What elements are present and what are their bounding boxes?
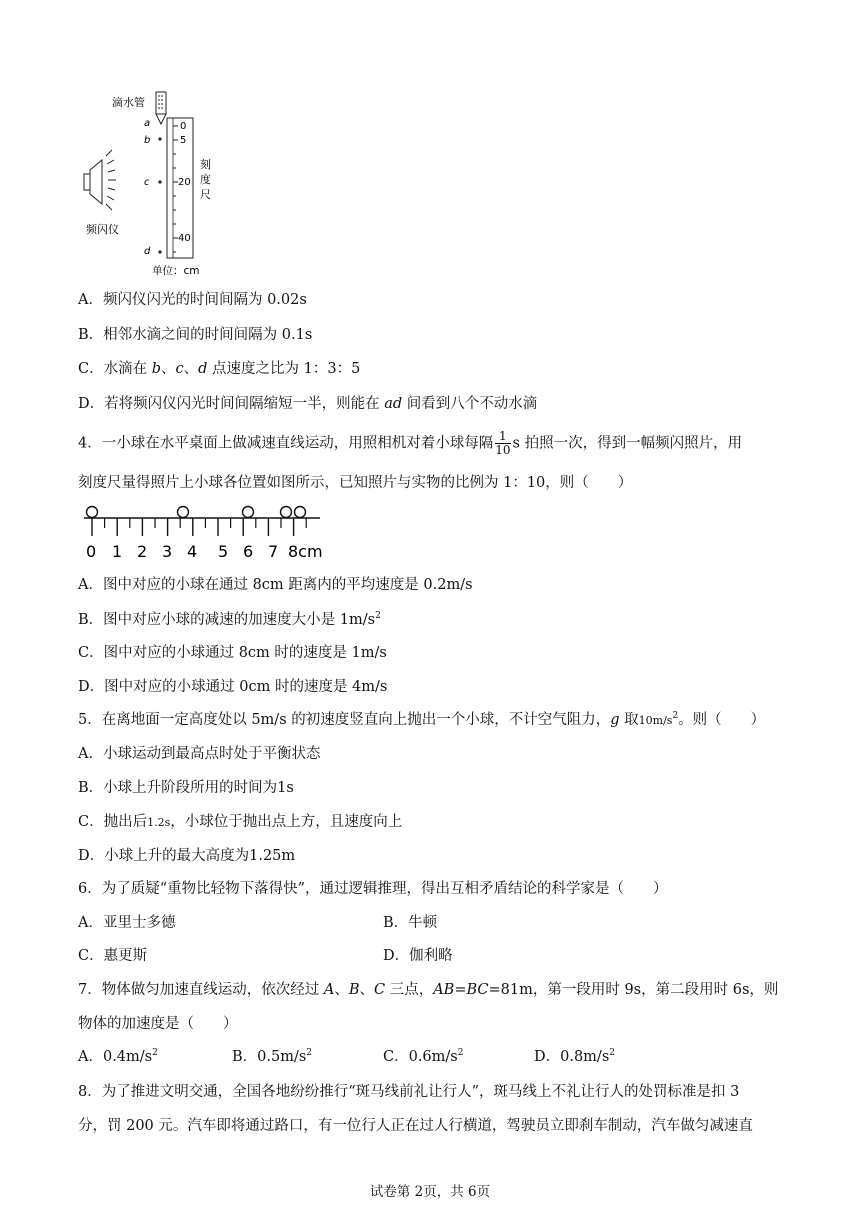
water-drop-b [158,137,161,140]
q3-c-sep2: 、 [183,361,199,377]
q8-stem-line1: 8．为了推进文明交通，全国各地纷纷推行“斑马线前礼让行人”，斑马线上不礼让行人的处罚标准是扣 3 [78,1084,740,1100]
q7-eq: AB=BC [433,982,489,998]
q7-mid: 三点， [385,982,434,998]
q6-option-a: A．亚里士多德 [78,915,176,931]
q7-option-c [383,1047,463,1067]
q7-b-sup: 2 [306,1048,313,1058]
q7-post: =81m，第一段用时 9s，第二段用时 6s，则 [488,982,779,998]
q5-stem-post: 。则（ ） [678,712,766,728]
q3-c-c: c [175,361,184,377]
dropper-label: 滴水管 [112,96,145,109]
ruler-tick-0: 0 [180,121,187,132]
water-drop-c [158,180,161,183]
q5-c-pre: C．抛出后 [78,814,148,830]
point-b-label: b [144,135,151,146]
q7-sep1: 、 [334,982,349,998]
ruler-num-3: 3 [162,542,173,561]
q5-option-c [78,812,402,833]
ruler-num-6: 6 [243,542,254,561]
ruler-ticks [92,518,306,536]
q7-option-b [232,1047,312,1067]
q5-option-d: D．小球上升的最大高度为1.25m [78,848,296,864]
ball-6 [243,507,254,518]
q3-d-post: 间看到八个不动水滴 [402,396,538,412]
ruler-label-3: 尺 [200,188,211,201]
q3-c-sep1: 、 [161,361,176,377]
q7-option-d [534,1047,615,1067]
q5-stem-sup: 2 [672,711,679,721]
q7-pt-c: C [373,982,386,998]
q4-option-d: D．图中对应的小球通过 0cm 时的速度是 4m/s [78,679,388,695]
ruler-num-1: 1 [112,542,123,561]
q4-stem-pre: 4．一小球在水平桌面上做减速直线运动，用照相机对着小球每隔 [78,435,494,452]
q3-c-b: b [151,361,162,377]
page-footer: 试卷第 2页，共 6页 [369,1184,491,1200]
q7-stem-line1 [78,980,778,1000]
unit-label: 单位：cm [152,265,200,277]
dripping-water-figure [78,86,238,282]
q5-c-val: 1.2s [147,816,171,829]
q7-a-sup: 2 [152,1048,158,1058]
q7-d-text: D．0.8m/s [534,1049,610,1065]
q6-option-d: D．伽利略 [383,948,453,964]
q4-stem-line2: 刻度尺量得照片上小球各位置如图所示，已知照片与实物的比例为 1：10，则（ ） [78,475,633,491]
q7-a-text: A．0.4m/s [78,1049,153,1065]
q5-option-b: B．小球上升阶段所用的时间为1s [78,780,294,796]
ball-4 [178,507,189,518]
q3-c-pre: C．水滴在 [78,361,152,377]
q5-stem [78,710,765,731]
q7-c-text: C．0.6m/s [383,1049,458,1065]
q6-stem: 6．为了质疑“重物比轻物下落得快”，通过逻辑推理，得出互相矛盾结论的科学家是（ ） [78,881,668,897]
q3-c-d: d [198,361,208,377]
ball-7 [281,507,292,518]
q3-d-pre: D．若将频闪仪闪光时间间隔缩短一半，则能在 [78,396,385,412]
ruler-tick-5: 5 [180,135,187,146]
ruler-num-8cm: 8cm [288,542,323,561]
q7-pre: 7．物体做匀加速直线运动，依次经过 [78,982,324,998]
q7-c-sup: 2 [457,1048,464,1058]
ruler-num-7: 7 [268,542,279,561]
ball-positions [87,507,306,518]
q4-stem-post: s 拍照一次，得到一幅频闪照片，用 [512,435,743,452]
q7-b-text: B．0.5m/s [232,1049,307,1065]
q8-stem-line2: 分，罚 200 元。汽车即将通过路口，有一位行人正在过人行横道，驾驶员立即刹车制动，汽车做匀减速直 [78,1118,753,1134]
ball-0 [87,507,98,518]
ball-ruler-figure [80,502,340,564]
ruler-num-0: 0 [86,542,97,561]
ball-8 [295,507,306,518]
q4-fraction [495,430,510,457]
q4-frac-den: 10 [495,443,511,457]
q3-option-b: B．相邻水滴之间的时间间隔为 0.1s [78,327,313,343]
q5-c-post: ，小球位于抛出点上方，且速度向上 [170,814,403,830]
q5-option-a: A．小球运动到最高点时处于平衡状态 [78,746,321,762]
q3-option-d [78,394,537,414]
point-c-label: c [144,177,150,188]
ruler-tick-40: 40 [178,233,191,244]
point-d-label: d [144,246,151,257]
q6-option-c: C．惠更斯 [78,948,148,964]
ruler-label-2: 度 [200,173,211,186]
q4-option-c: C．图中对应的小球通过 8cm 时的速度是 1m/s [78,645,387,661]
q4-frac-num: 1 [495,430,510,444]
q3-option-c [78,359,360,379]
q7-option-a [78,1047,158,1067]
q7-d-sup: 2 [609,1048,615,1058]
q7-sep2: 、 [359,982,374,998]
q3-d-ad: ad [384,396,403,412]
water-drop-d [158,250,161,253]
q4-b-text: B．图中对应小球的减速的加速度大小是 1m/s [78,612,376,628]
q6-option-b: B．牛顿 [383,915,438,931]
q5-g: g [610,712,620,728]
strobe-lamp-icon [84,150,116,210]
q5-stem-mid: 取 [619,712,639,728]
ruler-tick-20: 20 [178,177,191,188]
ruler-num-2: 2 [137,542,148,561]
ruler-num-5: 5 [218,542,229,561]
q5-stem-pre: 5．在离地面一定高度处以 5m/s 的初速度竖直向上抛出一个小球，不计空气阻力， [78,712,611,728]
point-a-label: a [144,118,151,129]
q3-option-a: A．频闪仪闪光的时间间隔为 0.02s [78,292,307,308]
q4-option-b [78,610,381,630]
q7-pt-a: A [323,982,335,998]
strobe-label: 频闪仪 [86,223,119,236]
q7-stem-line2: 物体的加速度是（ ） [78,1016,238,1032]
q4-stem-line1 [78,430,742,457]
dropper-tube-icon [156,92,166,124]
q5-stem-val: 10m/s [638,714,673,727]
q4-b-sup: 2 [375,611,381,621]
q7-pt-b: B [348,982,360,998]
ruler-label-1: 刻 [200,158,211,171]
q3-c-post: 点速度之比为 1：3：5 [207,361,361,377]
q4-option-a: A．图中对应的小球在通过 8cm 距离内的平均速度是 0.2m/s [78,577,473,593]
ruler-num-4: 4 [187,542,198,561]
